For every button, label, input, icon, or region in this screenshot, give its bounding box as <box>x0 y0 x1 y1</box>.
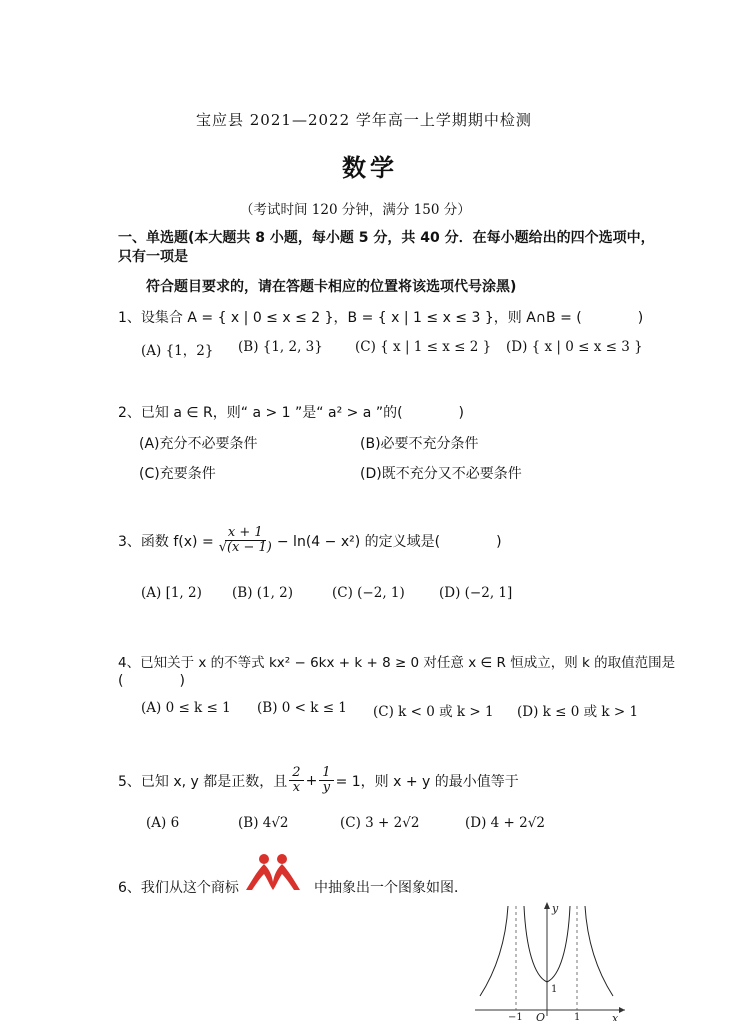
question-4-option-a: (A) 0 ≤ k ≤ 1 <box>141 700 231 716</box>
question-2-option-d: (D)既不充分又不必要条件 <box>360 466 522 482</box>
question-1-option-d: (D) { x | 0 ≤ x ≤ 3 } <box>506 339 643 355</box>
question-3-fraction <box>216 526 275 556</box>
question-4-stem-line2: ( ) <box>118 673 185 689</box>
question-5-fraction-2-denominator: y <box>322 780 331 796</box>
x-one-label: 1 <box>574 1012 581 1021</box>
question-2-stem: 2、已知 a ∈ R，则“ a > 1 ”是“ a² > a ”的( ) <box>118 405 465 421</box>
question-3-stem-prefix: 3、函数 f(x) = <box>118 533 214 550</box>
question-5-fraction-1-numerator: 2 <box>289 766 303 781</box>
function-graph <box>470 898 630 1021</box>
question-3-stem-suffix: − ln(4 − x²) 的定义域是( ) <box>276 533 502 550</box>
question-4-option-d: (D) k ≤ 0 或 k > 1 <box>517 704 639 720</box>
question-3-option-a: (A) [1, 2) <box>141 585 202 601</box>
subject-title: 数学 <box>342 153 398 182</box>
brand-logo-image <box>242 852 304 894</box>
x-axis-label: x <box>612 1012 619 1021</box>
question-2-option-a: (A)充分不必要条件 <box>139 436 258 452</box>
question-5-plus: + <box>305 772 318 789</box>
question-3-fraction-denominator: √(x − 1) <box>218 540 272 556</box>
question-5-fraction-2 <box>319 766 333 796</box>
origin-label: O <box>536 1011 546 1021</box>
question-3-stem <box>118 526 502 556</box>
section-heading-line2: 只有一项是 <box>118 249 188 265</box>
section-heading-line1: 一、单选题(本大题共 8 小题，每小题 5 分，共 40 分．在每小题给出的四个选项中， <box>118 230 655 246</box>
brand-logo-icon <box>242 852 304 894</box>
curve-right-outer <box>585 906 613 996</box>
x-axis-arrow <box>619 1007 625 1013</box>
question-3-option-b: (B) (1, 2) <box>232 585 294 601</box>
exam-title: 宝应县 2021—2022 学年高一上学期期中检测 <box>196 111 532 129</box>
section-heading-line3: 符合题目要求的，请在答题卡相应的位置将该选项代号涂黑) <box>146 279 517 295</box>
question-1-option-a: (A) {1，2} <box>141 343 214 359</box>
question-4-option-c: (C) k < 0 或 k > 1 <box>373 704 494 720</box>
question-1-option-c: (C) { x | 1 ≤ x ≤ 2 } <box>355 339 492 355</box>
question-4-stem-line1: 4、已知关于 x 的不等式 kx² − 6kx + k + 8 ≥ 0 对任意 x ∈ R 恒成立，则 k 的取值范围是 <box>118 655 676 671</box>
curve-left-outer <box>480 906 508 996</box>
question-6-stem-prefix: 6、我们从这个商标 <box>118 880 239 896</box>
question-1-stem: 1、设集合 A = { x | 0 ≤ x ≤ 2 }，B = { x | 1 ≤ x ≤ 3 }，则 A∩B = ( ) <box>118 310 644 326</box>
x-neg-one-label: −1 <box>508 1012 523 1021</box>
question-3-option-d: (D) (−2, 1] <box>439 585 513 601</box>
question-5-option-c: (C) 3 + 2√2 <box>340 815 420 831</box>
question-3-option-c: (C) (−2, 1) <box>332 585 405 601</box>
y-axis-label: y <box>552 902 559 915</box>
question-3-fraction-numerator: x + 1 <box>225 526 266 541</box>
exam-info: （考试时间 120 分钟，满分 150 分） <box>240 202 471 218</box>
question-5-fraction-2-numerator: 1 <box>319 766 333 781</box>
y-axis-arrow <box>544 902 550 909</box>
question-5-stem-suffix: = 1，则 x + y 的最小值等于 <box>335 773 519 790</box>
question-2-option-b: (B)必要不充分条件 <box>360 436 479 452</box>
question-5-stem-prefix: 5、已知 x, y 都是正数，且 <box>118 773 288 790</box>
question-2-option-c: (C)充要条件 <box>139 466 216 482</box>
question-5-option-a: (A) 6 <box>146 815 180 831</box>
question-5-fraction-1-denominator: x <box>292 780 301 796</box>
question-6-stem-suffix: 中抽象出一个图象如图． <box>314 880 468 896</box>
question-5-stem <box>118 766 519 796</box>
question-5-option-d: (D) 4 + 2√2 <box>465 815 545 831</box>
question-1-option-b: (B) {1, 2, 3} <box>238 339 323 355</box>
question-5-fraction-1 <box>289 766 303 796</box>
y-intercept-label: 1 <box>551 984 558 995</box>
question-4-option-b: (B) 0 < k ≤ 1 <box>257 700 347 716</box>
question-5-option-b: (B) 4√2 <box>238 815 289 831</box>
